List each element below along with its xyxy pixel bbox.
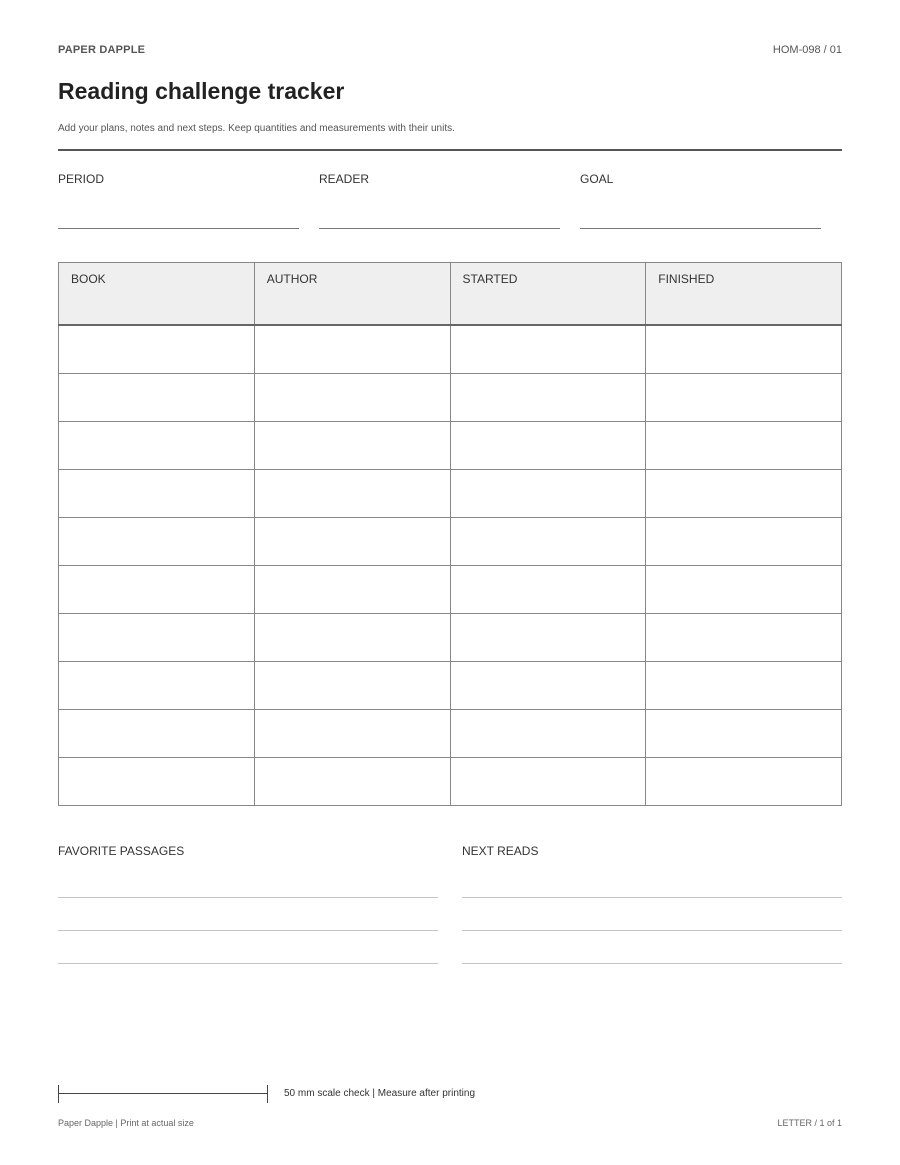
table-row xyxy=(59,661,842,709)
next-reads-label: NEXT READS xyxy=(462,844,539,858)
table-header-row xyxy=(59,263,842,325)
field-period-input[interactable] xyxy=(58,228,299,229)
table-cell[interactable] xyxy=(254,517,450,565)
table-row xyxy=(59,325,842,374)
scale-check-bar xyxy=(58,1085,268,1103)
page-subtitle: Add your plans, notes and next steps. Keep quantities and measurements with their units. xyxy=(58,123,455,134)
table-cell[interactable] xyxy=(646,325,842,374)
table-cell[interactable] xyxy=(254,757,450,805)
field-reader-input[interactable] xyxy=(319,228,560,229)
table-cell[interactable] xyxy=(450,421,646,469)
brand-name: PAPER DAPPLE xyxy=(58,44,146,56)
column-header-author: AUTHOR xyxy=(254,263,450,325)
table-cell[interactable] xyxy=(254,373,450,421)
field-label-period: PERIOD xyxy=(58,172,105,186)
next-reads-line[interactable] xyxy=(462,897,842,898)
table-cell[interactable] xyxy=(450,565,646,613)
table-row xyxy=(59,421,842,469)
next-reads-line[interactable] xyxy=(462,930,842,931)
table-row xyxy=(59,517,842,565)
table-cell[interactable] xyxy=(450,325,646,374)
table-cell[interactable] xyxy=(646,661,842,709)
table-cell[interactable] xyxy=(59,613,255,661)
table-cell[interactable] xyxy=(59,709,255,757)
page-title: Reading challenge tracker xyxy=(58,78,345,104)
table-cell[interactable] xyxy=(450,613,646,661)
table-row xyxy=(59,613,842,661)
scale-bar-line xyxy=(58,1093,268,1094)
footer-left: Paper Dapple | Print at actual size xyxy=(58,1118,194,1128)
column-header-started: STARTED xyxy=(450,263,646,325)
table-cell[interactable] xyxy=(59,325,255,374)
table-cell[interactable] xyxy=(646,469,842,517)
reading-log-table xyxy=(58,262,842,806)
favorite-passages-line[interactable] xyxy=(58,897,438,898)
header-divider xyxy=(58,149,842,151)
table-cell[interactable] xyxy=(59,373,255,421)
table-cell[interactable] xyxy=(254,661,450,709)
scale-check-text: 50 mm scale check | Measure after printing xyxy=(284,1088,476,1099)
field-goal-input[interactable] xyxy=(580,228,821,229)
column-header-book: BOOK xyxy=(59,263,255,325)
table-row xyxy=(59,469,842,517)
document-number: HOM-098 / 01 xyxy=(772,44,842,56)
table-cell[interactable] xyxy=(646,517,842,565)
table-cell[interactable] xyxy=(450,469,646,517)
next-reads-line[interactable] xyxy=(462,963,842,964)
favorite-passages-line[interactable] xyxy=(58,963,438,964)
scale-bar-left-tick xyxy=(58,1085,59,1103)
footer-right: LETTER / 1 of 1 xyxy=(777,1118,842,1128)
table-cell[interactable] xyxy=(59,469,255,517)
table-cell[interactable] xyxy=(59,757,255,805)
table-row xyxy=(59,757,842,805)
table-cell[interactable] xyxy=(254,421,450,469)
field-label-goal: GOAL xyxy=(580,172,614,186)
favorite-passages-label: FAVORITE PASSAGES xyxy=(58,844,185,858)
table-cell[interactable] xyxy=(59,421,255,469)
table-cell[interactable] xyxy=(646,613,842,661)
table-cell[interactable] xyxy=(59,565,255,613)
table-cell[interactable] xyxy=(646,709,842,757)
table-cell[interactable] xyxy=(646,373,842,421)
table-cell[interactable] xyxy=(59,517,255,565)
table-cell[interactable] xyxy=(450,661,646,709)
table-row xyxy=(59,373,842,421)
table-row xyxy=(59,565,842,613)
table-cell[interactable] xyxy=(254,709,450,757)
table-cell[interactable] xyxy=(450,709,646,757)
table-cell[interactable] xyxy=(646,565,842,613)
scale-bar-right-tick xyxy=(267,1085,268,1103)
table-cell[interactable] xyxy=(646,757,842,805)
favorite-passages-line[interactable] xyxy=(58,930,438,931)
table-cell[interactable] xyxy=(450,517,646,565)
table-cell[interactable] xyxy=(59,661,255,709)
table-cell[interactable] xyxy=(450,757,646,805)
column-header-finished: FINISHED xyxy=(646,263,842,325)
table-cell[interactable] xyxy=(254,469,450,517)
table-cell[interactable] xyxy=(646,421,842,469)
field-label-reader: READER xyxy=(319,172,370,186)
table-cell[interactable] xyxy=(254,565,450,613)
table-cell[interactable] xyxy=(254,325,450,374)
table-cell[interactable] xyxy=(254,613,450,661)
table-row xyxy=(59,709,842,757)
table-cell[interactable] xyxy=(450,373,646,421)
